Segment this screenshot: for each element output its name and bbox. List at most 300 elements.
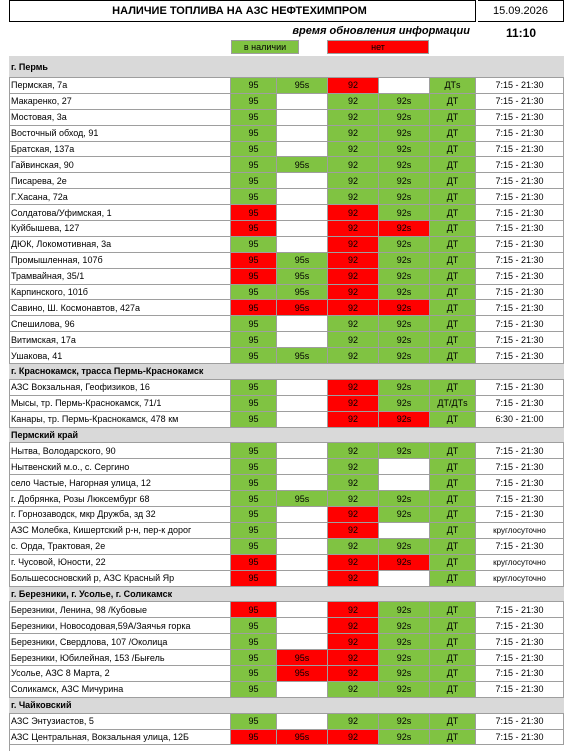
working-hours: 7:15 - 21:30 — [476, 714, 564, 730]
fuel-95s-cell — [277, 205, 328, 221]
fuel-95s-cell: 95s — [277, 269, 328, 285]
fuel-dt-cell: ДТ — [430, 316, 476, 332]
station-row — [9, 634, 564, 650]
station-name: Савино, Ш. Космонавтов, 427а — [9, 300, 231, 316]
fuel-92s-cell: 92s — [379, 285, 430, 301]
fuel-95-cell: 95 — [231, 269, 277, 285]
fuel-95-cell: 95 — [231, 523, 277, 539]
fuel-92s-cell: 92s — [379, 618, 430, 634]
fuel-95s-cell — [277, 380, 328, 396]
fuel-95s-cell: 95s — [277, 157, 328, 173]
station-row — [9, 126, 564, 142]
station-row — [9, 78, 564, 94]
fuel-92-cell: 92 — [328, 618, 379, 634]
working-hours: 7:15 - 21:30 — [476, 539, 564, 555]
fuel-92-cell: 92 — [328, 157, 379, 173]
station-row — [9, 189, 564, 205]
fuel-95-cell: 95 — [231, 666, 277, 682]
fuel-95s-cell — [277, 714, 328, 730]
fuel-92-cell: 92 — [328, 237, 379, 253]
fuel-92-cell: 92 — [328, 269, 379, 285]
fuel-95-cell: 95 — [231, 475, 277, 491]
fuel-92-cell: 92 — [328, 189, 379, 205]
station-row — [9, 443, 564, 459]
fuel-92s-cell: 92s — [379, 730, 430, 746]
fuel-92-cell: 92 — [328, 78, 379, 94]
fuel-92-cell: 92 — [328, 142, 379, 158]
station-row — [9, 602, 564, 618]
fuel-dt-cell: ДТ — [430, 555, 476, 571]
fuel-95-cell: 95 — [231, 650, 277, 666]
fuel-95s-cell: 95s — [277, 666, 328, 682]
working-hours: 7:15 - 21:30 — [476, 253, 564, 269]
fuel-95-cell: 95 — [231, 173, 277, 189]
station-name: Восточный обход, 91 — [9, 126, 231, 142]
fuel-dt-cell: ДТ — [430, 714, 476, 730]
fuel-92s-cell — [379, 523, 430, 539]
section-header-row — [9, 56, 564, 78]
fuel-95s-cell — [277, 221, 328, 237]
station-name: Березники, Юбилейная, 153 /Бығель — [9, 650, 231, 666]
fuel-95-cell: 95 — [231, 300, 277, 316]
fuel-92s-cell: 92s — [379, 142, 430, 158]
update-time: 11:10 — [505, 26, 537, 40]
fuel-95s-cell — [277, 523, 328, 539]
station-name: Витимская, 17а — [9, 332, 231, 348]
fuel-95s-cell — [277, 443, 328, 459]
station-row — [9, 285, 564, 301]
station-row — [9, 157, 564, 173]
fuel-92-cell: 92 — [328, 332, 379, 348]
fuel-dt-cell: ДТ — [430, 126, 476, 142]
station-name: Соликамск, АЗС Мичурина — [9, 682, 231, 698]
section-name: г. Краснокамск, трасса Пермь-Краснокамск — [11, 366, 204, 377]
section-name: Пермский край — [11, 430, 79, 441]
fuel-95s-cell — [277, 332, 328, 348]
fuel-95-cell: 95 — [231, 602, 277, 618]
report-date: 15.09.2026 — [478, 0, 564, 22]
fuel-92s-cell — [379, 571, 430, 587]
fuel-dt-cell: ДТ — [430, 412, 476, 428]
fuel-dt-cell: ДТ — [430, 602, 476, 618]
station-name: Карпинского, 101б — [9, 285, 231, 301]
station-name: Писарева, 2е — [9, 173, 231, 189]
fuel-95s-cell — [277, 237, 328, 253]
station-name: ДЮК, Локомотивная, 3а — [9, 237, 231, 253]
station-name: Спешилова, 96 — [9, 316, 231, 332]
fuel-95-cell: 95 — [231, 714, 277, 730]
fuel-95-cell: 95 — [231, 316, 277, 332]
section-name: г. Пермь — [11, 61, 48, 72]
working-hours: 7:15 - 21:30 — [476, 491, 564, 507]
fuel-dt-cell: ДТ — [430, 571, 476, 587]
working-hours: 7:15 - 21:30 — [476, 126, 564, 142]
fuel-92s-cell: 92s — [379, 316, 430, 332]
fuel-95-cell: 95 — [231, 221, 277, 237]
fuel-92-cell: 92 — [328, 475, 379, 491]
working-hours: 7:15 - 21:30 — [476, 221, 564, 237]
station-name: Гайвинская, 90 — [9, 157, 231, 173]
station-name: Мостовая, 3а — [9, 110, 231, 126]
fuel-92s-cell: 92s — [379, 269, 430, 285]
fuel-95-cell: 95 — [231, 412, 277, 428]
station-row — [9, 555, 564, 571]
fuel-92-cell: 92 — [328, 602, 379, 618]
fuel-95-cell: 95 — [231, 94, 277, 110]
fuel-95s-cell — [277, 110, 328, 126]
fuel-95-cell: 95 — [231, 396, 277, 412]
fuel-92s-cell: 92s — [379, 332, 430, 348]
page-title: НАЛИЧИЕ ТОПЛИВА НА АЗС НЕФТЕХИМПРОМ — [9, 0, 476, 22]
station-name: Березники, Свердлова, 107 /Околица — [9, 634, 231, 650]
station-row — [9, 523, 564, 539]
fuel-95s-cell: 95s — [277, 78, 328, 94]
fuel-95s-cell: 95s — [277, 300, 328, 316]
fuel-95s-cell — [277, 682, 328, 698]
working-hours: 7:15 - 21:30 — [476, 459, 564, 475]
fuel-95-cell: 95 — [231, 285, 277, 301]
fuel-92-cell: 92 — [328, 459, 379, 475]
fuel-92s-cell: 92s — [379, 650, 430, 666]
update-time-label: время обновления информации — [292, 25, 470, 37]
fuel-95s-cell — [277, 475, 328, 491]
fuel-92s-cell: 92s — [379, 237, 430, 253]
station-row — [9, 110, 564, 126]
fuel-95-cell: 95 — [231, 332, 277, 348]
fuel-92-cell: 92 — [328, 205, 379, 221]
working-hours: 7:15 - 21:30 — [476, 94, 564, 110]
fuel-95-cell: 95 — [231, 634, 277, 650]
fuel-95-cell: 95 — [231, 555, 277, 571]
fuel-92-cell: 92 — [328, 396, 379, 412]
fuel-92-cell: 92 — [328, 316, 379, 332]
fuel-dt-cell: ДТ — [430, 348, 476, 364]
fuel-dt-cell: ДТ — [430, 539, 476, 555]
working-hours: 7:15 - 21:30 — [476, 666, 564, 682]
station-row — [9, 316, 564, 332]
fuel-95s-cell — [277, 142, 328, 158]
fuel-92-cell: 92 — [328, 491, 379, 507]
fuel-dt-cell: ДТs — [430, 78, 476, 94]
station-name: Промышленная, 107б — [9, 253, 231, 269]
fuel-92-cell: 92 — [328, 634, 379, 650]
station-row — [9, 571, 564, 587]
fuel-92s-cell: 92s — [379, 380, 430, 396]
fuel-92s-cell: 92s — [379, 412, 430, 428]
station-name: Куйбышева, 127 — [9, 221, 231, 237]
fuel-92s-cell: 92s — [379, 94, 430, 110]
station-row — [9, 332, 564, 348]
station-row — [9, 380, 564, 396]
station-row — [9, 221, 564, 237]
station-row — [9, 491, 564, 507]
working-hours: 7:15 - 21:30 — [476, 348, 564, 364]
fuel-92s-cell: 92s — [379, 126, 430, 142]
fuel-dt-cell: ДТ — [430, 618, 476, 634]
station-row — [9, 237, 564, 253]
fuel-95-cell: 95 — [231, 571, 277, 587]
station-name: Трамвайная, 35/1 — [9, 269, 231, 285]
fuel-92-cell: 92 — [328, 173, 379, 189]
station-name: Братская, 137а — [9, 142, 231, 158]
fuel-95s-cell: 95s — [277, 285, 328, 301]
fuel-95-cell: 95 — [231, 730, 277, 746]
fuel-95-cell: 95 — [231, 126, 277, 142]
fuel-dt-cell: ДТ — [430, 491, 476, 507]
working-hours: 7:15 - 21:30 — [476, 380, 564, 396]
fuel-95s-cell — [277, 412, 328, 428]
station-name: Г.Хасана, 72а — [9, 189, 231, 205]
working-hours: круглосуточно — [476, 571, 564, 587]
fuel-92-cell: 92 — [328, 650, 379, 666]
station-name: Ушакова, 41 — [9, 348, 231, 364]
fuel-95-cell: 95 — [231, 618, 277, 634]
working-hours: 7:15 - 21:30 — [476, 285, 564, 301]
fuel-92s-cell — [379, 78, 430, 94]
fuel-dt-cell: ДТ — [430, 94, 476, 110]
station-row — [9, 539, 564, 555]
fuel-95s-cell — [277, 634, 328, 650]
station-name: Большесосновский р, АЗС Красный Яр — [9, 571, 231, 587]
fuel-92-cell: 92 — [328, 666, 379, 682]
fuel-95-cell: 95 — [231, 682, 277, 698]
fuel-dt-cell: ДТ — [430, 221, 476, 237]
fuel-95s-cell — [277, 189, 328, 205]
fuel-dt-cell: ДТ/ДТs — [430, 396, 476, 412]
legend-available: в наличии — [231, 40, 299, 54]
station-name: Мысы, тр. Пермь-Краснокамск, 71/1 — [9, 396, 231, 412]
working-hours: 7:15 - 21:30 — [476, 78, 564, 94]
station-row — [9, 682, 564, 698]
station-row — [9, 396, 564, 412]
fuel-95-cell: 95 — [231, 253, 277, 269]
fuel-92-cell: 92 — [328, 714, 379, 730]
station-row — [9, 269, 564, 285]
station-name: Макаренко, 27 — [9, 94, 231, 110]
working-hours: 7:15 - 21:30 — [476, 602, 564, 618]
working-hours: 7:15 - 21:30 — [476, 110, 564, 126]
working-hours: 7:15 - 21:30 — [476, 682, 564, 698]
station-name: Нытва, Володарского, 90 — [9, 443, 231, 459]
fuel-dt-cell: ДТ — [430, 189, 476, 205]
fuel-dt-cell: ДТ — [430, 443, 476, 459]
station-row — [9, 730, 564, 746]
station-row — [9, 650, 564, 666]
fuel-92s-cell: 92s — [379, 666, 430, 682]
fuel-92-cell: 92 — [328, 94, 379, 110]
section-header-row — [9, 587, 564, 603]
fuel-92-cell: 92 — [328, 555, 379, 571]
working-hours: 7:15 - 21:30 — [476, 316, 564, 332]
fuel-92-cell: 92 — [328, 507, 379, 523]
fuel-92-cell: 92 — [328, 110, 379, 126]
fuel-92s-cell: 92s — [379, 491, 430, 507]
working-hours: 7:15 - 21:30 — [476, 475, 564, 491]
fuel-95s-cell — [277, 618, 328, 634]
station-name: г. Горнозаводск, мкр Дружба, зд 32 — [9, 507, 231, 523]
working-hours: 7:15 - 21:30 — [476, 650, 564, 666]
fuel-95-cell: 95 — [231, 443, 277, 459]
fuel-dt-cell: ДТ — [430, 157, 476, 173]
fuel-dt-cell: ДТ — [430, 285, 476, 301]
fuel-92s-cell: 92s — [379, 221, 430, 237]
station-name: г. Добрянка, Розы Люксембург 68 — [9, 491, 231, 507]
fuel-92-cell: 92 — [328, 730, 379, 746]
station-row — [9, 507, 564, 523]
station-name: Нытвенский м.о., с. Сергино — [9, 459, 231, 475]
working-hours: 7:15 - 21:30 — [476, 634, 564, 650]
station-row — [9, 618, 564, 634]
fuel-95s-cell — [277, 396, 328, 412]
fuel-95s-cell: 95s — [277, 650, 328, 666]
fuel-95-cell: 95 — [231, 110, 277, 126]
fuel-95-cell: 95 — [231, 491, 277, 507]
fuel-dt-cell: ДТ — [430, 650, 476, 666]
fuel-92s-cell: 92s — [379, 539, 430, 555]
working-hours: 7:15 - 21:30 — [476, 189, 564, 205]
fuel-dt-cell: ДТ — [430, 110, 476, 126]
fuel-92s-cell: 92s — [379, 300, 430, 316]
fuel-dt-cell: ДТ — [430, 332, 476, 348]
station-name: АЗС Молебка, Кишертский р-н, пер-к дорог — [9, 523, 231, 539]
fuel-95s-cell: 95s — [277, 730, 328, 746]
fuel-dt-cell: ДТ — [430, 730, 476, 746]
fuel-95-cell: 95 — [231, 459, 277, 475]
fuel-dt-cell: ДТ — [430, 300, 476, 316]
station-name: село Частые, Нагорная улица, 12 — [9, 475, 231, 491]
fuel-92s-cell: 92s — [379, 173, 430, 189]
fuel-92-cell: 92 — [328, 380, 379, 396]
fuel-95-cell: 95 — [231, 237, 277, 253]
fuel-dt-cell: ДТ — [430, 205, 476, 221]
station-name: Березники, Ленина, 98 /Кубовые — [9, 602, 231, 618]
fuel-92-cell: 92 — [328, 126, 379, 142]
fuel-92-cell: 92 — [328, 539, 379, 555]
fuel-95-cell: 95 — [231, 380, 277, 396]
legend-unavailable: нет — [327, 40, 429, 54]
station-name: Солдатова/Уфимская, 1 — [9, 205, 231, 221]
station-row — [9, 94, 564, 110]
section-header-row — [9, 698, 564, 714]
fuel-dt-cell: ДТ — [430, 269, 476, 285]
working-hours: 7:15 - 21:30 — [476, 332, 564, 348]
working-hours: 7:15 - 21:30 — [476, 618, 564, 634]
station-row — [9, 459, 564, 475]
fuel-95s-cell — [277, 459, 328, 475]
fuel-95s-cell: 95s — [277, 348, 328, 364]
fuel-dt-cell: ДТ — [430, 523, 476, 539]
working-hours: 7:15 - 21:30 — [476, 173, 564, 189]
fuel-95-cell: 95 — [231, 348, 277, 364]
fuel-92s-cell — [379, 459, 430, 475]
station-name: АЗС Вокзальная, Геофизиков, 16 — [9, 380, 231, 396]
fuel-95s-cell: 95s — [277, 253, 328, 269]
fuel-95s-cell — [277, 173, 328, 189]
station-row — [9, 142, 564, 158]
fuel-92s-cell — [379, 475, 430, 491]
station-row — [9, 475, 564, 491]
station-name: Усолье, АЗС 8 Марта, 2 — [9, 666, 231, 682]
fuel-dt-cell: ДТ — [430, 237, 476, 253]
fuel-95-cell: 95 — [231, 142, 277, 158]
fuel-95s-cell — [277, 555, 328, 571]
fuel-92s-cell: 92s — [379, 507, 430, 523]
station-row — [9, 412, 564, 428]
fuel-dt-cell: ДТ — [430, 380, 476, 396]
fuel-dt-cell: ДТ — [430, 459, 476, 475]
fuel-dt-cell: ДТ — [430, 634, 476, 650]
station-name: АЗС Центральная, Вокзальная улица, 12Б — [9, 730, 231, 746]
fuel-95s-cell — [277, 316, 328, 332]
fuel-95-cell: 95 — [231, 539, 277, 555]
working-hours: 7:15 - 21:30 — [476, 443, 564, 459]
fuel-92s-cell: 92s — [379, 714, 430, 730]
fuel-92s-cell: 92s — [379, 682, 430, 698]
section-header-row — [9, 364, 564, 380]
working-hours: круглосуточно — [476, 555, 564, 571]
working-hours: 7:15 - 21:30 — [476, 396, 564, 412]
working-hours: круглосуточно — [476, 523, 564, 539]
section-header-row — [9, 428, 564, 444]
fuel-95s-cell: 95s — [277, 491, 328, 507]
fuel-95s-cell — [277, 507, 328, 523]
fuel-92s-cell: 92s — [379, 443, 430, 459]
station-row — [9, 348, 564, 364]
fuel-92s-cell: 92s — [379, 189, 430, 205]
fuel-92s-cell: 92s — [379, 205, 430, 221]
fuel-92-cell: 92 — [328, 443, 379, 459]
fuel-dt-cell: ДТ — [430, 253, 476, 269]
station-name: г. Чусовой, Юности, 22 — [9, 555, 231, 571]
fuel-92s-cell: 92s — [379, 602, 430, 618]
fuel-92s-cell: 92s — [379, 157, 430, 173]
station-name: АЗС Энтузиастов, 5 — [9, 714, 231, 730]
working-hours: 7:15 - 21:30 — [476, 300, 564, 316]
working-hours: 7:15 - 21:30 — [476, 237, 564, 253]
fuel-92s-cell: 92s — [379, 396, 430, 412]
fuel-92-cell: 92 — [328, 348, 379, 364]
working-hours: 6:30 - 21:00 — [476, 412, 564, 428]
fuel-92-cell: 92 — [328, 285, 379, 301]
station-name: Канары, тр. Пермь-Краснокамск, 478 км — [9, 412, 231, 428]
fuel-dt-cell: ДТ — [430, 475, 476, 491]
station-name: Пермская, 7а — [9, 78, 231, 94]
fuel-95-cell: 95 — [231, 507, 277, 523]
fuel-95s-cell — [277, 126, 328, 142]
fuel-92s-cell: 92s — [379, 110, 430, 126]
fuel-92-cell: 92 — [328, 523, 379, 539]
station-row — [9, 714, 564, 730]
fuel-92-cell: 92 — [328, 221, 379, 237]
fuel-95-cell: 95 — [231, 205, 277, 221]
fuel-92-cell: 92 — [328, 682, 379, 698]
fuel-dt-cell: ДТ — [430, 142, 476, 158]
working-hours: 7:15 - 21:30 — [476, 730, 564, 746]
fuel-92s-cell: 92s — [379, 348, 430, 364]
fuel-95s-cell — [277, 539, 328, 555]
section-name: г. Березники, г. Усолье, г. Соликамск — [11, 588, 173, 599]
fuel-95-cell: 95 — [231, 78, 277, 94]
working-hours: 7:15 - 21:30 — [476, 205, 564, 221]
station-row — [9, 666, 564, 682]
fuel-95s-cell — [277, 94, 328, 110]
working-hours: 7:15 - 21:30 — [476, 269, 564, 285]
station-name: с. Орда, Трактовая, 2е — [9, 539, 231, 555]
station-row — [9, 300, 564, 316]
section-name: г. Чайковский — [11, 700, 72, 711]
fuel-95-cell: 95 — [231, 157, 277, 173]
fuel-92-cell: 92 — [328, 300, 379, 316]
